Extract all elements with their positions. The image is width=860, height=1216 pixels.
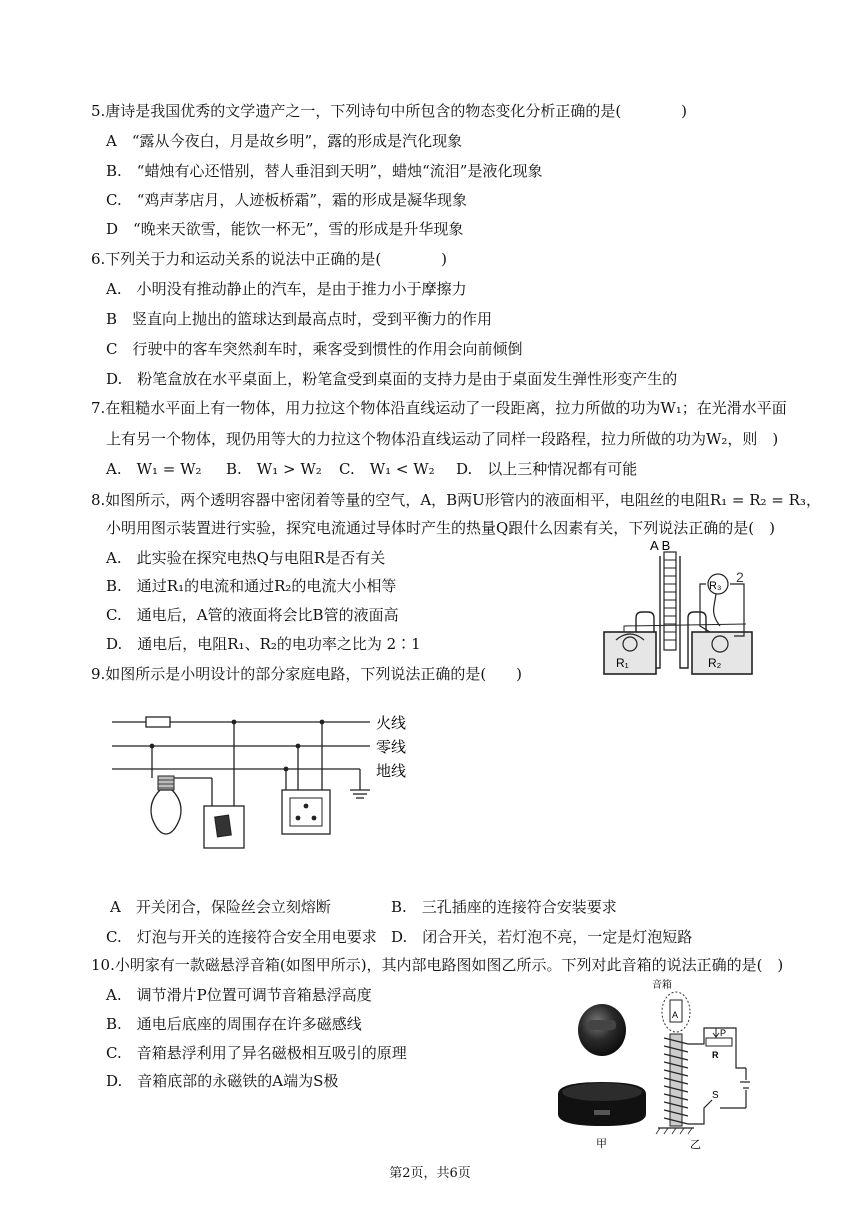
q6-option-c: C 行驶中的客车突然刹车时，乘客受到惯性的作用会向前倾倒 (106, 340, 523, 358)
q9-stem: 9.如图所示是小明设计的部分家庭电路，下列说法正确的是( ) (91, 665, 523, 683)
q10-levitating-speaker-photo (552, 1002, 650, 1152)
q8-option-c: C. 通电后，A管的液面将会比B管的液面高 (106, 606, 399, 624)
q7-option-a: A. W₁ = W₂ (106, 460, 202, 478)
q10-electromagnet-circuit-diagram (650, 978, 750, 1152)
q5-option-a: A “露从今夜白，月是故乡明”，露的形成是汽化现象 (106, 132, 463, 150)
q10-option-d: D. 音箱底部的永磁铁的A端为S极 (106, 1072, 339, 1090)
q10-jia-label: 甲 (596, 1137, 607, 1150)
three-hole-socket-icon (282, 790, 330, 834)
q8-r3-label: R₃ (709, 580, 722, 592)
q8-option-b: B. 通过R₁的电流和通过R₂的电流大小相等 (106, 577, 397, 595)
page-footer: 第2页，共6页 (389, 1166, 471, 1181)
q10-stem: 10.小明家有一款磁悬浮音箱(如图甲所示)，其内部电路图如图乙所示。下列对此音箱的说法正确的是( ) (91, 956, 784, 974)
q10-r-label: R (712, 1050, 719, 1060)
q9-option-b: B. 三孔插座的连接符合安装要求 (391, 898, 617, 916)
q5-option-c: C. “鸡声茅店月，人迹板桥霜”，霜的形成是凝华现象 (106, 191, 468, 209)
neutral-wire-label: 零线 (376, 738, 407, 756)
q8-ab-label: A B (650, 538, 671, 553)
q8-option-d: D. 通电后，电阻R₁、R₂的电功率之比为 2∶1 (106, 635, 421, 653)
q6-option-b: B 竖直向上抛出的篮球达到最高点时，受到平衡力的作用 (106, 310, 493, 328)
ground-wire-label: 地线 (376, 762, 407, 780)
q7-option-c: C. W₁ < W₂ (339, 460, 435, 478)
q10-option-c: C. 音箱悬浮利用了异名磁极相互吸引的原理 (106, 1044, 407, 1062)
q9-option-c: C. 灯泡与开关的连接符合安全用电要求 (106, 928, 377, 946)
q8-r2-label: R₂ (708, 656, 722, 670)
q5-stem: 5.唐诗是我国优秀的文学遗产之一，下列诗句中所包含的物态变化分析正确的是( ) (91, 102, 688, 120)
q10-a-label: A (672, 1010, 679, 1020)
q10-option-a: A. 调节滑片P位置可调节音箱悬浮高度 (106, 986, 372, 1004)
q8-r1-label: R₁ (616, 656, 629, 670)
q9-option-d: D. 闭合开关，若灯泡不亮，一定是灯泡短路 (391, 928, 693, 946)
q7-stem-line2: 上有另一个物体，现仍用等大的力拉这个物体沿直线运动了同样一段路程，拉力所做的功为W₂，则 ) (106, 430, 779, 448)
q7-stem-line1: 7.在粗糙水平面上有一物体，用力拉这个物体沿直线运动了一段距离，拉力所做的功为W₁；在光滑水平面 (91, 399, 787, 417)
q9-household-circuit-diagram (108, 706, 418, 854)
q6-stem: 6.下列关于力和运动关系的说法中正确的是( ) (91, 250, 448, 268)
q10-p-label: P (720, 1028, 727, 1038)
q10-top-label: 音箱 (652, 980, 672, 991)
q8-stem-line2: 小明用图示装置进行实验，探究电流通过导体时产生的热量Q跟什么因素有关，下列说法正确的是( ) (106, 519, 776, 537)
live-wire-label: 火线 (376, 714, 407, 732)
light-bulb-icon (151, 776, 181, 834)
q10-option-b: B. 通电后底座的周围存在许多磁感线 (106, 1015, 362, 1033)
q8-margin-mark: 2 (736, 569, 744, 585)
q6-option-a: A. 小明没有推动静止的汽车，是由于推力小于摩擦力 (106, 280, 467, 298)
q9-option-a: A 开关闭合，保险丝会立刻熔断 (110, 898, 331, 916)
q5-option-b: B. “蜡烛有心还惜别，替人垂泪到天明”，蜡烛“流泪”是液化现象 (106, 162, 543, 180)
fuse-icon (146, 717, 170, 727)
q8-option-a: A. 此实验在探究电热Q与电阻R是否有关 (106, 549, 386, 567)
q6-option-d: D. 粉笔盒放在水平桌面上，粉笔盒受到桌面的支持力是由于桌面发生弹性形变产生的 (106, 370, 678, 388)
q7-option-b: B. W₁ > W₂ (226, 460, 322, 478)
q7-option-d: D. 以上三种情况都有可能 (456, 460, 638, 478)
q5-option-d: D “晚来天欲雪，能饮一杯无”，雪的形成是升华现象 (106, 220, 464, 238)
q8-stem-line1: 8.如图所示，两个透明容器中密闭着等量的空气，A，B两U形管内的液面相平，电阻丝的电阻R₁ = R₂ = R₃， (91, 491, 821, 509)
q10-yi-label: 乙 (690, 1138, 701, 1151)
wall-switch-icon (204, 806, 244, 848)
q8-joule-heating-diagram (596, 536, 776, 678)
q10-s-label: S (712, 1090, 719, 1101)
